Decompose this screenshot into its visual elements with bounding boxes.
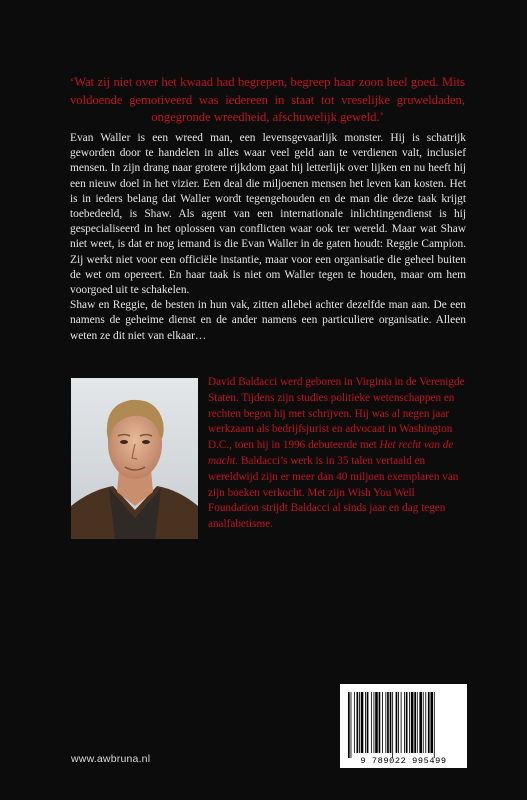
barcode-bar [385, 692, 386, 753]
author-bio-text-1: David Baldacci werd geboren in Virginia in de Verenigde Staten. Tijdens zijn studies politieke wetenschappen en rechten begon hij met schrijven. Hij was al negen jaar werkzaam als bedrijfsjurist en advocaat in Washington D.C., toen hij in 1996 debuteerde met [208, 376, 465, 452]
author-portrait-image [71, 378, 198, 539]
synopsis [70, 131, 466, 344]
barcode-bar [348, 692, 350, 758]
barcode-bar [357, 692, 359, 753]
barcode-bar [382, 692, 383, 753]
barcode-bar [365, 692, 366, 753]
barcode-bar [361, 692, 364, 753]
publisher-url: www.awbruna.nl [71, 753, 151, 765]
barcode-bar [425, 692, 426, 753]
isbn-barcode [340, 684, 467, 768]
barcode-bar [379, 692, 381, 753]
barcode-bar [411, 692, 414, 753]
barcode-bar [428, 692, 430, 753]
barcode-bar [351, 692, 352, 758]
barcode-bar [398, 692, 399, 753]
barcode-bar [396, 692, 398, 753]
pull-quote: ‘Wat zij niet over het kwaad had begrepen, begreep haar zoon heel goed. Mits voldoende gemotiveerd was iedereen in staat tot vreselijke gruweldaden, ongegronde wreedheid, afschuwelijk geweld.’ [70, 75, 465, 124]
barcode-bar [359, 692, 360, 753]
barcode-bar [392, 692, 393, 758]
synopsis-paragraph-2: Shaw en Reggie, de besten in hun vak, zitten allebei achter dezelfde man aan. De een namens de geheime dienst en de ander namens een particuliere organisatie. Alleen weten ze dit niet van elkaar… [70, 299, 466, 342]
barcode-bar [354, 692, 355, 753]
author-photo [71, 378, 198, 539]
barcode-bar [375, 692, 378, 753]
synopsis-paragraph-1: Evan Waller is een wreed man, een levensgevaarlijk monster. Hij is schatrijk geworden door te handelen in alles waar veel geld aan te verdienen valt, inclusief mensen. In zijn drang naar grotere rijkdom gaat hij letterlijk over lijken en nu heeft hij een nieuw doel in het vizier. Een deal die miljoenen mensen het leven kan kosten. Het is in ieders belang dat Waller wordt tegengehouden en de man die deze taak krijgt toebedeeld, is Shaw. Als agent van een internationale inlichtingendienst is hij gespecialiseerd in het oplossen van conflicten waar ook ter wereld. Maar wat Shaw niet weet, is dat er nog iemand is die Evan Waller in de gaten houdt: Reggie Campion. Zij werkt niet voor een officiële instantie, maar voor een organisatie die geheel buiten de wet om opereert. En haar taak is niet om Waller tegen te houden, maar om hem voorgoed uit te schakelen. [70, 132, 466, 297]
barcode-bar [419, 692, 422, 753]
barcode-bar [371, 692, 372, 753]
barcode-bar [390, 692, 392, 753]
barcode-bar [406, 692, 408, 753]
barcode-bar [434, 692, 435, 758]
barcode-bar [417, 692, 418, 753]
barcode-bar [404, 692, 405, 753]
isbn-number: 9 789022 995499 [360, 756, 447, 766]
barcode-bar [414, 692, 416, 753]
barcode-bar [374, 692, 375, 753]
barcode-bar [409, 692, 410, 753]
barcode-bar [430, 692, 433, 753]
author-bio-text-2: Baldacci’s werk is in 35 talen vertaald en wereldwijd zijn er meer dan 40 miljoen exemplaren van zijn boeken verkocht. Met zijn Wish You Well Foundation strijdt Baldacci al sinds jaar en dag tegen analfabetisme. [208, 454, 459, 531]
barcode-bar [367, 692, 369, 753]
barcode-bar [423, 692, 424, 753]
barcode-bar [387, 692, 389, 753]
barcode-bar [401, 692, 402, 753]
debut-book-title: Het recht van de macht. [208, 439, 454, 467]
author-bio [208, 375, 468, 533]
